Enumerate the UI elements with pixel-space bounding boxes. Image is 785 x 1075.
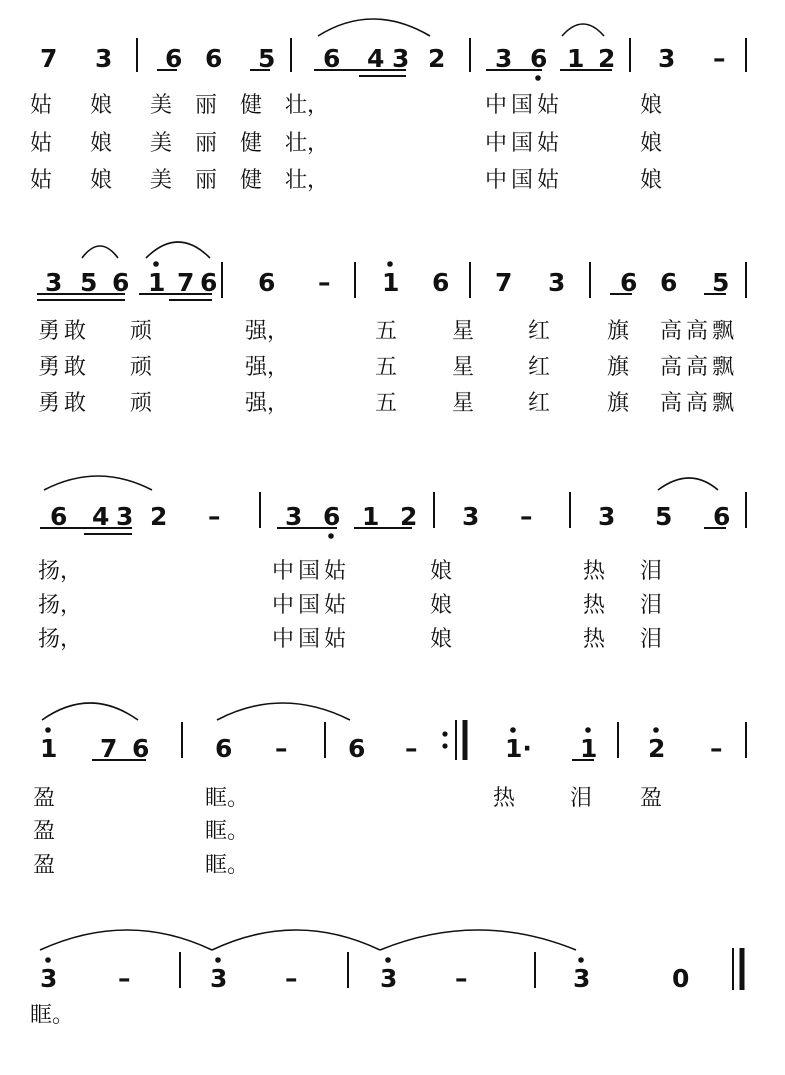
note: 3 — [548, 268, 566, 297]
note: 7 — [495, 268, 513, 297]
sustain-dash: – — [405, 734, 418, 763]
octave-dot-high — [653, 727, 659, 733]
lyric-syllable: 眶。 — [30, 1003, 75, 1028]
note: 6 — [258, 268, 276, 297]
note: 7 — [40, 44, 58, 73]
note: 3 — [462, 502, 480, 531]
lyric-syllable: 姑 — [30, 168, 53, 193]
note: 1 — [40, 734, 58, 763]
note: 6 — [132, 734, 150, 763]
note: 6 — [205, 44, 223, 73]
lyric-syllable: 热 — [583, 627, 606, 652]
octave-dot-high — [578, 957, 584, 963]
lyric-syllable: 高高飘 — [660, 319, 739, 344]
note: 6 — [620, 268, 638, 297]
lyric-syllable: 旗 — [607, 355, 630, 380]
lyric-syllable: 强， — [245, 355, 290, 380]
note: 1 — [567, 44, 585, 73]
lyric-syllable: 中国姑 — [485, 93, 564, 118]
lyric-syllable: 娘 — [430, 559, 453, 584]
note: 2 — [428, 44, 446, 73]
lyric-syllable: 五 — [375, 391, 398, 416]
lyric-syllable: 中国姑 — [272, 559, 351, 584]
slur — [212, 930, 380, 950]
lyric-syllable: 热 — [583, 593, 606, 618]
sustain-dash: – — [318, 268, 331, 297]
lyric-syllable: 娘 — [640, 168, 663, 193]
note: 6 — [165, 44, 183, 73]
octave-dot-high — [153, 261, 159, 267]
lyric-syllable: 扬， — [38, 559, 83, 584]
note: 6 — [323, 502, 341, 531]
lyric-syllable: 美 — [150, 93, 173, 118]
slur — [217, 703, 350, 720]
lyric-syllable: 泪 — [640, 559, 663, 584]
lyric-syllable: 娘 — [90, 168, 113, 193]
lyric-syllable: 中国姑 — [272, 627, 351, 652]
lyric-syllable: 红 — [528, 319, 551, 344]
octave-dot-high — [385, 957, 391, 963]
lyric-syllable: 红 — [528, 355, 551, 380]
lyric-syllable: 中国姑 — [485, 168, 564, 193]
lyric-syllable: 盈 — [640, 786, 663, 811]
note: 3 — [95, 44, 113, 73]
note: 3 — [210, 964, 228, 993]
sustain-dash: – — [455, 964, 468, 993]
note: 5 — [655, 502, 673, 531]
slur — [82, 246, 118, 258]
note: 7 — [177, 268, 195, 297]
octave-dot-high — [45, 957, 51, 963]
lyric-syllable: 盈 — [33, 853, 56, 878]
note: 6 — [660, 268, 678, 297]
slur — [146, 242, 210, 258]
lyric-syllable: 娘 — [430, 593, 453, 618]
lyric-syllable: 顽 — [130, 319, 153, 344]
lyric-syllable: 勇敢 — [38, 355, 91, 380]
lyric-syllable: 星 — [452, 355, 475, 380]
lyric-syllable: 壮， — [285, 131, 330, 156]
lyric-syllable: 五 — [375, 355, 398, 380]
note: 6 — [200, 268, 218, 297]
lyric-syllable: 壮， — [285, 168, 330, 193]
note: 0 — [672, 964, 690, 993]
note: 3 — [598, 502, 616, 531]
note: 6 — [713, 502, 731, 531]
sustain-dash: – — [713, 44, 726, 73]
octave-dot-low — [535, 75, 541, 81]
slur — [42, 703, 138, 720]
note: 3 — [45, 268, 63, 297]
sustain-dash: – — [285, 964, 298, 993]
note: 6 — [112, 268, 130, 297]
note: 5 — [258, 44, 276, 73]
lyric-syllable: 星 — [452, 319, 475, 344]
sustain-dash: – — [520, 502, 533, 531]
slur — [318, 19, 430, 36]
lyric-syllable: 盈 — [33, 786, 56, 811]
lyric-syllable: 星 — [452, 391, 475, 416]
lyric-syllable: 眶。 — [205, 853, 250, 878]
lyric-syllable: 丽 — [195, 131, 218, 156]
octave-dot-high — [585, 727, 591, 733]
note: 2 — [400, 502, 418, 531]
lyric-syllable: 壮， — [285, 93, 330, 118]
note: 4 — [92, 502, 110, 531]
lyric-syllable: 泪 — [640, 627, 663, 652]
note: 3 — [116, 502, 134, 531]
lyrics-layer — [30, 93, 738, 1028]
lyric-syllable: 娘 — [430, 627, 453, 652]
octave-dot-low — [328, 533, 334, 539]
note: 3 — [285, 502, 303, 531]
lyric-syllable: 顽 — [130, 391, 153, 416]
note: 5 — [712, 268, 730, 297]
lyric-syllable: 健 — [240, 93, 263, 118]
note: 1 — [148, 268, 166, 297]
lyric-syllable: 泪 — [640, 593, 663, 618]
lyric-syllable: 健 — [240, 131, 263, 156]
note: 1 — [580, 734, 598, 763]
lyric-syllable: 中国姑 — [272, 593, 351, 618]
note: 3 — [380, 964, 398, 993]
slur — [40, 930, 212, 950]
note: 1 — [362, 502, 380, 531]
octave-dot-high — [510, 727, 516, 733]
octave-dot-high — [387, 261, 393, 267]
lyric-syllable: 眶。 — [205, 786, 250, 811]
lyric-syllable: 娘 — [640, 131, 663, 156]
lyric-syllable: 娘 — [640, 93, 663, 118]
lyric-syllable: 美 — [150, 168, 173, 193]
slur — [658, 478, 718, 490]
lyric-syllable: 眶。 — [205, 819, 250, 844]
lyric-syllable: 盈 — [33, 819, 56, 844]
lyric-syllable: 高高飘 — [660, 391, 739, 416]
note: 3 — [573, 964, 591, 993]
repeat-dot — [442, 731, 447, 736]
note: 6 — [432, 268, 450, 297]
note: 6 — [348, 734, 366, 763]
note: 1· — [505, 734, 532, 763]
sustain-dash: – — [208, 502, 221, 531]
note: 1 — [382, 268, 400, 297]
note: 6 — [50, 502, 68, 531]
lyric-syllable: 热 — [583, 559, 606, 584]
lyric-syllable: 高高飘 — [660, 355, 739, 380]
repeat-dot — [442, 743, 447, 748]
note: 7 — [100, 734, 118, 763]
lyric-syllable: 强， — [245, 391, 290, 416]
lyric-syllable: 姑 — [30, 93, 53, 118]
slur — [44, 476, 152, 490]
note: 3 — [392, 44, 410, 73]
note: 2 — [598, 44, 616, 73]
lyric-syllable: 勇敢 — [38, 319, 91, 344]
lyric-syllable: 旗 — [607, 319, 630, 344]
lyric-syllable: 扬， — [38, 627, 83, 652]
lyric-syllable: 娘 — [90, 131, 113, 156]
note: 6 — [530, 44, 548, 73]
lyric-syllable: 美 — [150, 131, 173, 156]
lyric-syllable: 顽 — [130, 355, 153, 380]
lyric-syllable: 娘 — [90, 93, 113, 118]
lyric-syllable: 五 — [375, 319, 398, 344]
lyric-syllable: 姑 — [30, 131, 53, 156]
note: 6 — [323, 44, 341, 73]
note: 2 — [648, 734, 666, 763]
note: 4 — [367, 44, 385, 73]
lyric-syllable: 红 — [528, 391, 551, 416]
octave-dot-high — [45, 727, 51, 733]
note: 3 — [495, 44, 513, 73]
lyric-syllable: 健 — [240, 168, 263, 193]
slur — [562, 24, 604, 36]
lyric-syllable: 勇敢 — [38, 391, 91, 416]
lyric-syllable: 热 — [493, 786, 516, 811]
octave-dot-high — [215, 957, 221, 963]
slur — [380, 930, 576, 950]
note: 5 — [80, 268, 98, 297]
sustain-dash: – — [275, 734, 288, 763]
lyric-syllable: 旗 — [607, 391, 630, 416]
lyric-syllable: 扬， — [38, 593, 83, 618]
note: 3 — [658, 44, 676, 73]
lyric-syllable: 泪 — [570, 786, 593, 811]
notes-layer — [40, 44, 730, 993]
note: 2 — [150, 502, 168, 531]
sustain-dash: – — [710, 734, 723, 763]
slurs — [40, 19, 718, 950]
note: 3 — [40, 964, 58, 993]
sustain-dash: – — [118, 964, 131, 993]
note: 6 — [215, 734, 233, 763]
lyric-syllable: 强， — [245, 319, 290, 344]
lyric-syllable: 丽 — [195, 93, 218, 118]
lyric-syllable: 中国姑 — [485, 131, 564, 156]
lyric-syllable: 丽 — [195, 168, 218, 193]
